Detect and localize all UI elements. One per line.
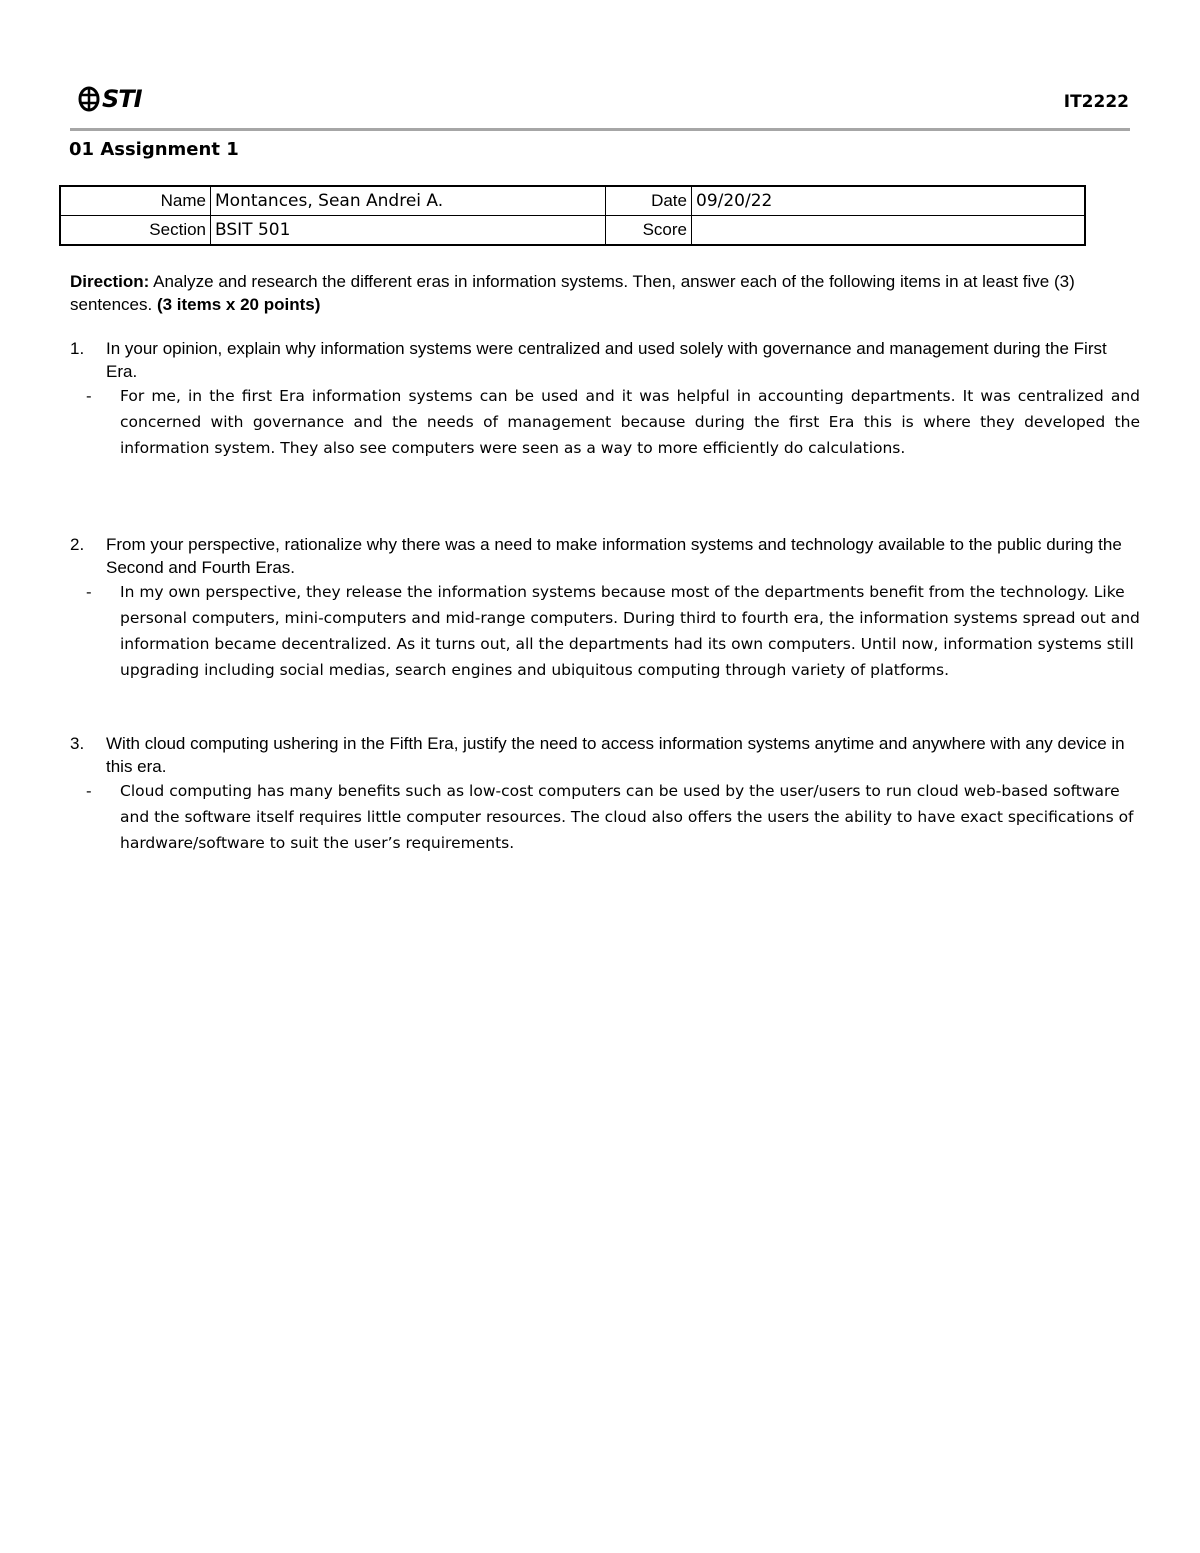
- date-value: 09/20/22: [692, 186, 1086, 216]
- direction-text: Analyze and research the different eras in information systems. Then, answer each of the following items in at least five (3) sentences.: [70, 272, 1075, 314]
- question-3: [70, 732, 1140, 778]
- direction-points: (3 items x 20 points): [156, 295, 321, 314]
- question-1: [70, 337, 1140, 383]
- bullet-dash: -: [86, 387, 92, 405]
- section-label: Section: [60, 216, 211, 246]
- question-text: From your perspective, rationalize why there was a need to make information systems and technology available to the public during the Second and Fourth Eras.: [106, 535, 1122, 577]
- question-number: 1.: [70, 339, 85, 358]
- course-code: IT2222: [1063, 92, 1129, 112]
- globe-icon: [78, 86, 100, 112]
- answer-text: Cloud computing has many benefits such as low-cost computers can be used by the user/users to run cloud web-based software and the software itself requires little computer resources. The cloud also offers the users the ability to have exact specifications of hardware/software to suit the user’s requirements.: [120, 782, 1134, 852]
- direction-paragraph: [70, 270, 1140, 316]
- table-row: [60, 186, 1085, 216]
- date-label: Date: [606, 186, 692, 216]
- question-text: With cloud computing ushering in the Fifth Era, justify the need to access information systems anytime and anywhere with any device in this era.: [106, 734, 1125, 776]
- answer-1: [86, 383, 1140, 461]
- question-number: 2.: [70, 535, 85, 554]
- answer-3: [86, 778, 1140, 856]
- question-text: In your opinion, explain why information systems were centralized and used solely with governance and management during the First Era.: [106, 339, 1107, 381]
- logo-text: STI: [102, 85, 142, 113]
- question-2: [70, 533, 1140, 579]
- score-value: [692, 216, 1086, 246]
- page-title: 01 Assignment 1: [69, 139, 239, 160]
- student-info-table: [59, 185, 1086, 246]
- answer-text: For me, in the first Era information systems can be used and it was helpful in accounting departments. It was centralized and concerned with governance and the needs of management because during the first Era this is where they developed the information system. They also see computers were seen as a way to more efficiently do calculations.: [120, 387, 1140, 457]
- question-number: 3.: [70, 734, 85, 753]
- header-divider: [70, 128, 1130, 131]
- bullet-dash: -: [86, 782, 92, 800]
- sti-logo: [78, 84, 142, 114]
- name-label: Name: [60, 186, 211, 216]
- name-value: Montances, Sean Andrei A.: [211, 186, 606, 216]
- table-row: [60, 216, 1085, 246]
- score-label: Score: [606, 216, 692, 246]
- direction-label: Direction:: [70, 272, 150, 291]
- answer-text: In my own perspective, they release the information systems because most of the departments benefit from the technology. Like personal computers, mini-computers and mid-range computers. During third to fourth era, the information systems spread out and information became decentralized. As it turns out, all the departments had its own computers. Until now, information systems still upgrading including social medias, search engines and ubiquitous computing through variety of platforms.: [120, 583, 1140, 679]
- bullet-dash: -: [86, 583, 92, 601]
- section-value: BSIT 501: [211, 216, 606, 246]
- answer-2: [86, 579, 1140, 683]
